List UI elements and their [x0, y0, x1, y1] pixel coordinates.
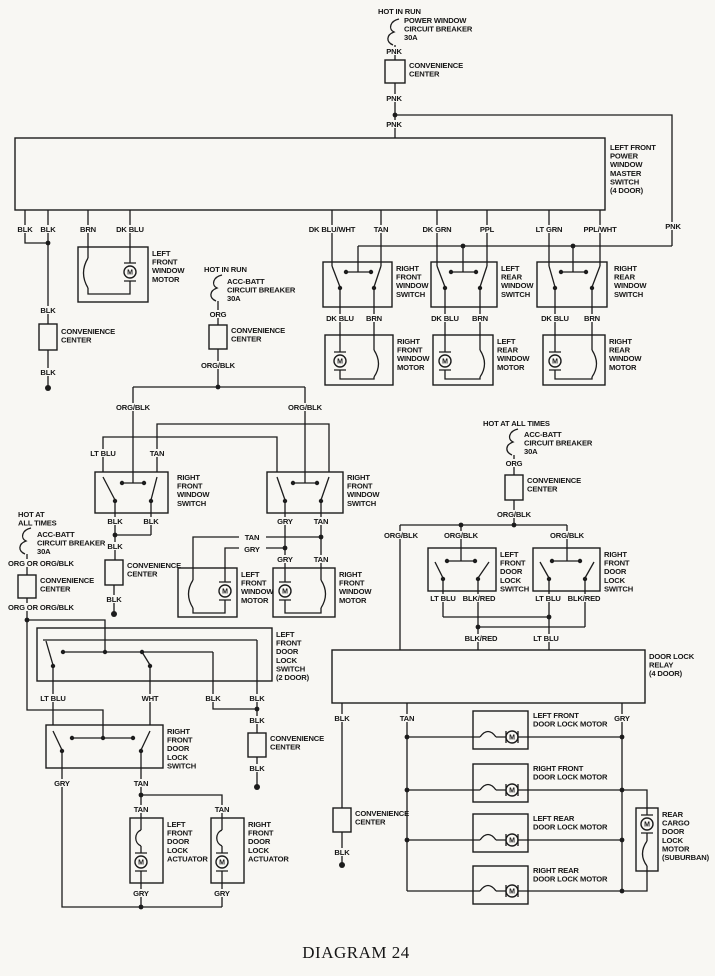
convenience-center-label: CONVENIENCE CENTER: [409, 61, 464, 79]
right-front-window-motor-box: [325, 335, 393, 385]
wire-label-ltblu: LT BLU: [430, 594, 456, 603]
hot-in-run-label: HOT IN RUN: [378, 7, 421, 16]
wire-label-blk: BLK: [334, 714, 350, 723]
convenience-center-box: [105, 560, 123, 585]
convenience-center-label: CONVENIENCE CENTER: [231, 326, 286, 344]
hot-in-run-label: HOT IN RUN: [204, 265, 247, 274]
wire-label-blk: BLK: [106, 595, 122, 604]
convenience-center-label: CONVENIENCE CENTER: [355, 809, 410, 827]
switch-label: LEFT FRONT DOOR LOCK SWITCH: [500, 550, 530, 594]
master-switch: [15, 138, 682, 324]
middle-feed: [116, 265, 323, 483]
motor-icon: [506, 731, 518, 743]
wire-label-blk: BLK: [40, 225, 56, 234]
wire-label-brn: BRN: [365, 314, 383, 323]
wire-label-dkblu: DK BLU: [116, 225, 144, 234]
wire-label-blk: BLK: [40, 368, 56, 377]
wire-label-org: ORG: [505, 459, 523, 468]
wire-label-ltblu: LT BLU: [90, 449, 116, 458]
wire-label-pnk: PNK: [386, 94, 402, 103]
wire-label-gry: GRY: [614, 714, 630, 723]
convenience-center-label: CONVENIENCE CENTER: [127, 561, 182, 579]
diagram-title: DIAGRAM 24: [302, 943, 410, 962]
wire-label-orgblk: ORG/BLK: [444, 531, 478, 540]
circuit-breaker-icon: [20, 528, 31, 554]
wire-label-tan: TAN: [133, 805, 149, 814]
switch-label: RIGHT REAR WINDOW SWITCH: [614, 264, 647, 299]
door-lock-right: [332, 419, 710, 904]
convenience-center-box: [18, 575, 36, 598]
svg-text:M: M: [219, 859, 225, 867]
wire-label-gry: GRY: [244, 545, 260, 554]
motor-label: RIGHT REAR DOOR LOCK MOTOR: [533, 866, 608, 884]
motor-icon: [219, 582, 231, 600]
wire-label-wht: WHT: [141, 694, 159, 703]
breaker-label: POWER WINDOW CIRCUIT BREAKER 30A: [404, 16, 473, 43]
hot-at-all-times-label: HOT AT ALL TIMES: [18, 510, 57, 528]
motor-label: LEFT FRONT DOOR LOCK MOTOR: [533, 711, 608, 729]
wire-label-tan: TAN: [399, 714, 415, 723]
svg-text:M: M: [509, 734, 515, 742]
motor-icon: [439, 352, 451, 370]
wire-label-ltblu: LT BLU: [40, 694, 66, 703]
rear-cargo-door-lock-motor: [622, 790, 710, 891]
left-ground-chain: [39, 306, 115, 391]
wire-label-pnk: PNK: [386, 120, 402, 129]
convenience-center-label: CONVENIENCE CENTER: [270, 734, 325, 752]
left-rear-window-switch-box: [431, 262, 497, 307]
wire-label-gry: GRY: [277, 555, 293, 564]
svg-text:M: M: [337, 358, 343, 366]
wire-label-orgblk: ORG/BLK: [497, 510, 531, 519]
wire-label-brn: BRN: [79, 225, 97, 234]
actuator-label: RIGHT FRONT DOOR LOCK ACTUATOR: [248, 820, 289, 864]
breaker-label: ACC-BATT CIRCUIT BREAKER 30A: [524, 430, 593, 457]
wire-label-dkbluwht: DK BLU/WHT: [308, 225, 356, 234]
svg-text:M: M: [552, 358, 558, 366]
ground-icon: [339, 862, 345, 868]
wire-label-pnk: PNK: [386, 47, 402, 56]
switch-label: RIGHT FRONT WINDOW SWITCH: [347, 473, 380, 508]
wire-label-tan: TAN: [133, 779, 149, 788]
door-lock-relay-box: [332, 650, 645, 703]
svg-text:M: M: [509, 837, 515, 845]
convenience-center-label: CONVENIENCE CENTER: [40, 576, 95, 594]
left-front-door-lock-actuator-box: [130, 818, 163, 883]
circuit-breaker-icon: [211, 275, 222, 301]
wire-label-blk: BLK: [107, 517, 123, 526]
wire-label-gry: GRY: [54, 779, 70, 788]
wire-label-blk: BLK: [334, 848, 350, 857]
wire-label-tan: TAN: [244, 533, 260, 542]
master-switch-label: LEFT FRONT POWER WINDOW MASTER SWITCH (4 DOOR): [610, 143, 656, 195]
switch-label: RIGHT FRONT WINDOW SWITCH: [396, 264, 429, 299]
motor-label: RIGHT REAR WINDOW MOTOR: [609, 337, 642, 372]
wire-label-ltblu: LT BLU: [535, 594, 561, 603]
wire-label-pnk: PNK: [665, 222, 681, 231]
wire-label-tan: TAN: [373, 225, 389, 234]
left-front-door-lock-motor-box: [473, 711, 528, 749]
ground-icon: [45, 385, 51, 391]
wire-label-ppl: PPL: [479, 225, 495, 234]
motor-label: RIGHT FRONT DOOR LOCK MOTOR: [533, 764, 608, 782]
switch-label: RIGHT FRONT DOOR LOCK SWITCH: [604, 550, 634, 594]
wire-label-brn: BRN: [583, 314, 601, 323]
wire-label-brn: BRN: [471, 314, 489, 323]
motor-label: RIGHT FRONT WINDOW MOTOR: [397, 337, 430, 372]
window-switch-row: [323, 244, 672, 385]
left-front-door-lock-switch-box: [37, 628, 272, 681]
right-front-door-lock-motor-box: [473, 764, 528, 802]
relay-label: DOOR LOCK RELAY (4 DOOR): [649, 652, 695, 679]
convenience-center-label: CONVENIENCE CENTER: [527, 476, 582, 494]
wire-label-tan: TAN: [313, 555, 329, 564]
wire-label-blk: BLK: [249, 764, 265, 773]
breaker-label: ACC-BATT CIRCUIT BREAKER 30A: [37, 530, 106, 557]
motor-label: LEFT FRONT WINDOW MOTOR: [152, 249, 185, 284]
wire-label-org: ORG: [209, 310, 227, 319]
door-lock-motor-row: [405, 814, 625, 852]
wire-label-orgblk: ORG/BLK: [384, 531, 418, 540]
convenience-center-box: [39, 324, 57, 350]
wire-label-blk: BLK: [107, 542, 123, 551]
wire-label-blk: BLK: [205, 694, 221, 703]
wire-label-dkgrn: DK GRN: [422, 225, 452, 234]
wire-label-ltblu: LT BLU: [533, 634, 559, 643]
switch-label: LEFT FRONT DOOR LOCK SWITCH (2 DOOR): [276, 630, 309, 682]
motor-icon: [334, 352, 346, 370]
svg-text:M: M: [509, 787, 515, 795]
svg-text:M: M: [509, 888, 515, 896]
wire-label-blk: BLK: [17, 225, 33, 234]
right-rear-door-lock-motor-box: [473, 866, 528, 904]
wire-label-blkred: BLK/RED: [462, 594, 496, 603]
wire-label-blkred: BLK/RED: [567, 594, 601, 603]
motor-label: RIGHT FRONT WINDOW MOTOR: [339, 570, 372, 605]
wire-label-tan: TAN: [214, 805, 230, 814]
left-rear-door-lock-motor-box: [473, 814, 528, 852]
svg-text:M: M: [644, 821, 650, 829]
breaker-label: ACC-BATT CIRCUIT BREAKER 30A: [227, 277, 296, 304]
wire-label-blk: BLK: [143, 517, 159, 526]
wire-label-org-or-orgblk: ORG OR ORG/BLK: [8, 559, 74, 568]
motor-label: REAR CARGO DOOR LOCK MOTOR (SUBURBAN): [662, 810, 710, 862]
wire-label-dkblu: DK BLU: [326, 314, 354, 323]
motor-icon: [549, 352, 561, 370]
wire-label-blk: BLK: [249, 716, 265, 725]
wire-label-orgblk: ORG/BLK: [116, 403, 150, 412]
motor-icon: [135, 853, 147, 871]
door-lock-motor-row: [407, 866, 624, 904]
motor-icon: [216, 853, 228, 871]
convenience-center-box: [209, 325, 227, 349]
motor-icon: [641, 815, 653, 833]
hot-at-all-times-label: HOT AT ALL TIMES: [483, 419, 550, 428]
left-front-window-motor: [78, 247, 185, 302]
convenience-center-box: [385, 60, 405, 83]
convenience-center-box: [248, 733, 266, 757]
door-lock-motor-row: [405, 764, 625, 802]
switch-label: RIGHT FRONT WINDOW SWITCH: [177, 473, 210, 508]
convenience-center-box: [333, 808, 351, 832]
wire-label-orgblk: ORG/BLK: [201, 361, 235, 370]
circuit-breaker-icon: [507, 429, 518, 455]
wire-label-dkblu: DK BLU: [541, 314, 569, 323]
svg-text:M: M: [222, 588, 228, 596]
circuit-breaker-icon: [388, 19, 399, 45]
wire-label-org-or-orgblk: ORG OR ORG/BLK: [8, 603, 74, 612]
wire-label-gry: GRY: [214, 889, 230, 898]
wire-label-blk: BLK: [40, 306, 56, 315]
motor-icon: [506, 784, 518, 796]
svg-text:M: M: [282, 588, 288, 596]
actuator-label: LEFT FRONT DOOR LOCK ACTUATOR: [167, 820, 208, 864]
motor-label: LEFT FRONT WINDOW MOTOR: [241, 570, 274, 605]
right-front-door-lock-switch-box: [46, 725, 163, 768]
motor-icon: [506, 834, 518, 846]
right-front-door-lock-actuator-box: [211, 818, 244, 883]
door-lock-motor-row: [405, 711, 625, 749]
wire-label-tan: TAN: [313, 517, 329, 526]
motor-icon: [279, 582, 291, 600]
wire-label-gry: GRY: [133, 889, 149, 898]
switch-label: LEFT REAR WINDOW SWITCH: [501, 264, 534, 299]
wire-label-orgblk: ORG/BLK: [550, 531, 584, 540]
wire-label-pplwht: PPL/WHT: [583, 225, 617, 234]
svg-text:M: M: [127, 269, 133, 277]
convenience-center-box: [505, 475, 523, 500]
switch-label: RIGHT FRONT DOOR LOCK SWITCH: [167, 727, 197, 771]
right-rear-window-switch-box: [537, 262, 607, 307]
wire-label-ltgrn: LT GRN: [535, 225, 563, 234]
ground-icon: [111, 611, 117, 617]
wire-label-orgblk: ORG/BLK: [288, 403, 322, 412]
wire-label-blk: BLK: [249, 694, 265, 703]
svg-text:M: M: [138, 859, 144, 867]
motor-label: LEFT REAR DOOR LOCK MOTOR: [533, 814, 608, 832]
master-switch-box: [15, 138, 605, 210]
motor-label: LEFT REAR WINDOW MOTOR: [497, 337, 530, 372]
svg-text:M: M: [442, 358, 448, 366]
wire-label-tan: TAN: [149, 449, 165, 458]
wire-label-blkred: BLK/RED: [464, 634, 498, 643]
motor-icon: [124, 263, 136, 281]
wire-label-gry: GRY: [277, 517, 293, 526]
left-front-window-motor-box: [178, 568, 237, 617]
ground-icon: [254, 784, 260, 790]
wire-label-dkblu: DK BLU: [431, 314, 459, 323]
motor-icon: [506, 885, 518, 897]
convenience-center-label: CONVENIENCE CENTER: [61, 327, 116, 345]
